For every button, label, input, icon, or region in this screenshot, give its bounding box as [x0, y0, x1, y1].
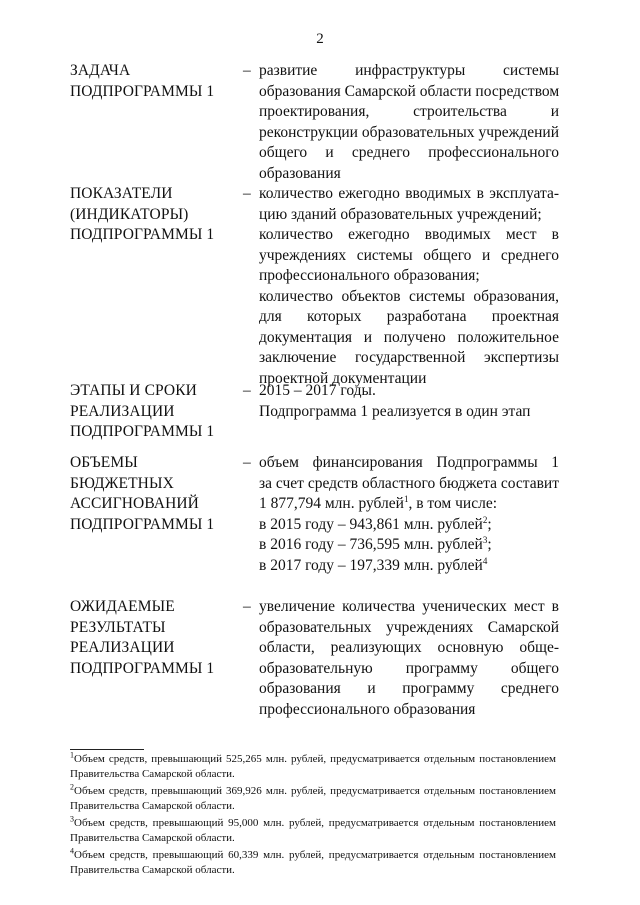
label-line: ОЖИДАЕМЫЕ — [70, 598, 175, 615]
section-value — [259, 381, 559, 422]
value-line: количество ежегодно вводимых в эксплуата- — [259, 185, 559, 202]
dash: – — [243, 382, 251, 399]
section-label — [70, 61, 235, 102]
footnote-number: 1 — [70, 750, 74, 760]
value-line: области, реализующих основную обще- — [259, 639, 559, 656]
label-line: ОБЪЕМЫ — [70, 454, 138, 471]
dash: – — [243, 454, 251, 471]
section-label — [70, 453, 235, 535]
footnote-ref: 4 — [482, 555, 488, 566]
footnote-line — [70, 848, 556, 863]
footnote-ref: 2 — [482, 514, 488, 525]
label-line: ЭТАПЫ И СРОКИ — [70, 382, 197, 399]
value-line: количество объектов системы образования, — [259, 287, 559, 305]
footnote-number: 3 — [70, 814, 74, 824]
label-line: ПОДПРОГРАММЫ 1 — [70, 82, 215, 100]
label-line: РЕЗУЛЬТАТЫ — [70, 618, 166, 636]
dash: – — [243, 185, 251, 202]
footnote-number: 2 — [70, 782, 74, 792]
value-line: образования — [259, 164, 341, 182]
section-label — [70, 597, 235, 679]
label-line: БЮДЖЕТНЫХ — [70, 474, 174, 492]
value-line: профессионального образования; — [259, 267, 480, 284]
value-line: образовательную программу общего — [259, 659, 559, 677]
footnote-line: Правительства Самарской области. — [70, 863, 235, 876]
footnote — [70, 752, 556, 781]
footnote-ref: 1 — [403, 493, 409, 504]
footnote-text: Объем средств, превышающий 95,000 млн. рублей, предусматривается отдельным постановлением — [74, 817, 556, 829]
value-line: образовательных учреждениях Самарской — [259, 618, 559, 636]
value-line: для которых разработана проектная — [259, 308, 559, 325]
section-value — [259, 597, 559, 720]
section-value — [259, 184, 559, 389]
value-line: документация и получено положительное — [259, 328, 559, 346]
footnote-ref: 3 — [482, 534, 488, 545]
value-line: учреждениях системы общего и среднего — [259, 246, 559, 264]
amount-suffix: ; — [487, 515, 492, 533]
footnote — [70, 784, 556, 813]
value-line: количество ежегодно вводимых мест в — [259, 226, 559, 243]
value-line — [259, 494, 559, 515]
footnote-line: Правительства Самарской области. — [70, 767, 235, 780]
dash: – — [243, 62, 251, 79]
amount-suffix: ; — [487, 536, 492, 553]
footnote-line — [70, 816, 556, 831]
label-line: АССИГНОВАНИЙ — [70, 495, 199, 512]
footnote-line — [70, 752, 556, 767]
value-line: развитие инфраструктуры системы — [259, 62, 559, 79]
label-line: ПОДПРОГРАММЫ 1 — [70, 423, 215, 440]
dash: – — [243, 598, 251, 615]
amount-suffix: , в том числе: — [408, 495, 498, 512]
value-line: за счет средств областного бюджета составит — [259, 474, 559, 492]
section-value — [259, 453, 559, 576]
value-line: Подпрограмма 1 реализуется в один этап — [259, 402, 531, 420]
footnote-line: Правительства Самарской области. — [70, 799, 235, 812]
footnote-number: 4 — [70, 846, 74, 856]
section-value — [259, 61, 559, 184]
label-line: РЕАЛИЗАЦИИ — [70, 402, 175, 420]
footnote — [70, 848, 556, 877]
section-label — [70, 184, 235, 246]
footnote-line — [70, 784, 556, 799]
footnote-separator — [70, 749, 144, 750]
label-line: ПОДПРОГРАММЫ 1 — [70, 515, 215, 533]
value-line — [259, 556, 559, 577]
page-number: 2 — [316, 31, 324, 47]
label-line: ПОДПРОГРАММЫ 1 — [70, 659, 215, 677]
value-line — [259, 515, 559, 536]
value-line: объем финансирования Подпрограммы 1 — [259, 454, 559, 471]
label-line: ПОДПРОГРАММЫ 1 — [70, 226, 215, 243]
label-line: ПОКАЗАТЕЛИ — [70, 185, 173, 202]
amount-text: в 2015 году – 943,861 млн. рублей — [259, 515, 483, 533]
value-line: образования Самарской области посредством — [259, 82, 560, 100]
value-line: общего и среднего профессионального — [259, 144, 559, 161]
footnotes — [70, 752, 556, 880]
footnote-text: Объем средств, превышающий 525,265 млн. рублей, предусматривается отдельным постановлением — [74, 753, 556, 765]
value-line: реконструкции образовательных учреждений — [259, 123, 559, 141]
value-line: проектной документации — [259, 369, 427, 387]
value-line: цию зданий образовательных учреждений; — [259, 205, 542, 223]
value-line: профессионального образования — [259, 700, 476, 718]
label-line: ЗАДАЧА — [70, 62, 131, 79]
value-line — [259, 535, 559, 556]
label-line: (ИНДИКАТОРЫ) — [70, 205, 189, 223]
footnote-text: Объем средств, превышающий 369,926 млн. рублей, предусматривается отдельным постановлением — [74, 785, 556, 797]
label-line: РЕАЛИЗАЦИИ — [70, 639, 175, 656]
amount-text: в 2016 году – 736,595 млн. рублей — [259, 536, 483, 553]
value-line: увеличение количества ученических мест в — [259, 598, 559, 615]
amount-text: в 2017 году – 197,339 млн. рублей — [259, 556, 483, 574]
footnote-text: Объем средств, превышающий 60,339 млн. рублей, предусматривается отдельным постановлением — [74, 849, 556, 861]
value-line: заключение государственной экспертизы — [259, 349, 559, 366]
footnote — [70, 816, 556, 845]
section-label — [70, 381, 235, 443]
value-line: образования и программу среднего — [259, 680, 559, 697]
amount-text: 1 877,794 млн. рублей — [259, 495, 404, 512]
value-line: 2015 – 2017 годы. — [259, 382, 376, 399]
value-line: проектирования, строительства и — [259, 103, 559, 120]
footnote-line: Правительства Самарской области. — [70, 831, 235, 844]
